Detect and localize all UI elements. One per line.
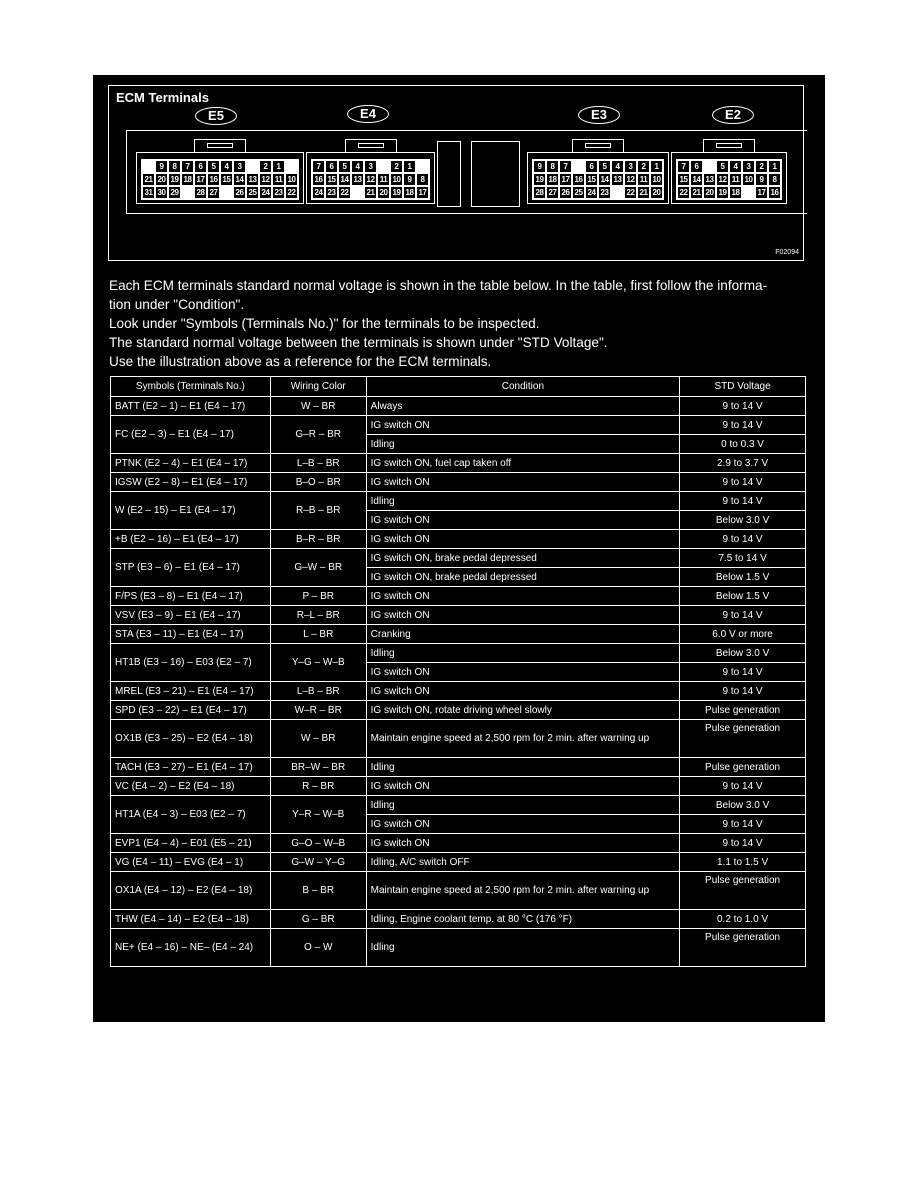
table-row [111,758,806,777]
condition-cell: IG switch ON [366,834,679,853]
condition-cell: IG switch ON, brake pedal depressed [366,568,679,587]
pin: 6 [691,161,702,172]
std-voltage-cell: 9 to 14 V [680,777,806,796]
pin: 7 [678,161,689,172]
pin: 10 [287,175,296,184]
pin: 13 [613,175,622,184]
table-row [111,644,806,663]
wiring-color-cell: O – W [270,929,366,967]
pin: 22 [287,188,296,197]
symbol-cell: FC (E2 – 3) – E1 (E4 – 17) [111,416,271,454]
table-row [111,606,806,625]
pin: 13 [705,175,714,184]
condition-cell: IG switch ON, rotate driving wheel slowly [366,701,679,720]
intro-line: Each ECM terminals standard normal voltage is shown in the table below. In the table, first follow the informa- [109,278,768,293]
table-row [111,929,806,967]
pin: 3 [234,161,245,172]
std-voltage-cell: Pulse generation [680,701,806,720]
pin: 6 [586,161,597,172]
symbol-cell: MREL (E3 – 21) – E1 (E4 – 17) [111,682,271,701]
condition-cell: Idling [366,644,679,663]
condition-cell: Idling, Engine coolant temp. at 80 °C (176 °F) [366,910,679,929]
pin: 11 [731,175,740,184]
pin: 14 [340,175,349,184]
wiring-color-cell: P – BR [270,587,366,606]
connector-label-e2: E2 [712,106,754,124]
pin-gap [221,187,232,198]
connector-label-e5: E5 [195,107,237,125]
wiring-color-cell: L–B – BR [270,454,366,473]
pin: 9 [156,161,167,172]
table-row [111,625,806,644]
diagram-title: ECM Terminals [116,90,209,105]
pin: 4 [612,161,623,172]
pin: 28 [196,188,205,197]
pin: 18 [405,188,414,197]
pin: 15 [587,175,596,184]
pin: 9 [404,174,415,185]
std-voltage-cell: 9 to 14 V [680,492,806,511]
condition-cell: Maintain engine speed at 2,500 rpm for 2 min. after warning up [366,720,679,758]
table-row [111,701,806,720]
pin: 4 [221,161,232,172]
header-symbols: Symbols (Terminals No.) [111,377,271,397]
connector-e3 [527,152,669,204]
header-wiring-color: Wiring Color [270,377,366,397]
pin: 17 [196,175,205,184]
pin: 8 [169,161,180,172]
pin: 28 [535,188,544,197]
condition-cell: IG switch ON, brake pedal depressed [366,549,679,568]
wiring-color-cell: L – BR [270,625,366,644]
wiring-color-cell: R – BR [270,777,366,796]
pin: 12 [626,175,635,184]
pin: 13 [248,175,257,184]
pin: 23 [600,188,609,197]
pin: 15 [327,175,336,184]
wiring-color-cell: W–R – BR [270,701,366,720]
connector-label-e4: E4 [347,105,389,123]
wiring-color-cell: G–W – Y–G [270,853,366,872]
table-row [111,853,806,872]
wiring-color-cell: W – BR [270,397,366,416]
pin: 23 [327,188,336,197]
wiring-color-cell: G–W – BR [270,549,366,587]
condition-cell: IG switch ON [366,587,679,606]
symbol-cell: VG (E4 – 11) – EVG (E4 – 1) [111,853,271,872]
std-voltage-cell: 6.0 V or more [680,625,806,644]
condition-cell: IG switch ON [366,511,679,530]
condition-cell: IG switch ON [366,473,679,492]
table-row [111,796,806,815]
pin: 18 [731,188,740,197]
connector-e4 [306,152,435,204]
table-row [111,473,806,492]
pin: 20 [379,188,388,197]
pin: 4 [352,161,363,172]
symbol-cell: HT1B (E3 – 16) – E03 (E2 – 7) [111,644,271,682]
pin: 10 [744,175,753,184]
pin: 8 [769,174,780,185]
symbol-cell: VSV (E3 – 9) – E1 (E4 – 17) [111,606,271,625]
wiring-color-cell: B–O – BR [270,473,366,492]
pin: 7 [560,161,571,172]
table-row [111,454,806,473]
pin: 5 [208,161,219,172]
pin: 7 [182,161,193,172]
wiring-color-cell: G–R – BR [270,416,366,454]
condition-cell: IG switch ON [366,777,679,796]
std-voltage-cell: 0.2 to 1.0 V [680,910,806,929]
symbol-cell: VC (E4 – 2) – E2 (E4 – 18) [111,777,271,796]
pin: 2 [638,161,649,172]
pin: 12 [366,175,375,184]
condition-cell: Maintain engine speed at 2,500 rpm for 2 min. after warning up [366,872,679,910]
pin-gap [704,161,715,172]
pin-gap [378,161,389,172]
pin: 30 [157,188,166,197]
pin: 17 [757,188,766,197]
table-row [111,492,806,511]
pin: 1 [651,161,662,172]
pin: 8 [547,161,558,172]
pin: 8 [417,174,428,185]
pin: 21 [366,188,375,197]
pin: 9 [756,174,767,185]
pin: 16 [314,175,323,184]
wiring-color-cell: B–R – BR [270,530,366,549]
symbol-cell: STP (E3 – 6) – E1 (E4 – 17) [111,549,271,587]
pin: 21 [639,188,648,197]
std-voltage-cell: 7.5 to 14 V [680,549,806,568]
pin: 3 [365,161,376,172]
table-row [111,587,806,606]
table-row [111,549,806,568]
pin: 16 [574,175,583,184]
condition-cell: IG switch ON [366,682,679,701]
std-voltage-cell: Pulse generation [680,872,806,910]
pin: 3 [625,161,636,172]
header-std-voltage: STD Voltage [680,377,806,397]
symbol-cell: BATT (E2 – 1) – E1 (E4 – 17) [111,397,271,416]
pin: 22 [679,188,688,197]
pin: 16 [770,188,779,197]
ecm-terminals-diagram [108,85,804,261]
symbol-cell: +B (E2 – 16) – E1 (E4 – 17) [111,530,271,549]
pin-gap [182,187,193,198]
wiring-color-cell: G – BR [270,910,366,929]
pin-gap [143,161,154,172]
pin: 11 [274,175,283,184]
pin-gap [286,161,297,172]
pin: 3 [743,161,754,172]
connector-e2 [671,152,787,204]
pin: 17 [561,175,570,184]
pin: 17 [418,188,427,197]
figure-code: F02094 [775,249,799,256]
table-row [111,682,806,701]
symbol-cell: IGSW (E2 – 8) – E1 (E4 – 17) [111,473,271,492]
pin: 14 [692,175,701,184]
wiring-color-cell: Y–R – W–B [270,796,366,834]
housing-block [471,141,520,207]
pin-gap [247,161,258,172]
std-voltage-cell: 9 to 14 V [680,606,806,625]
wiring-color-cell: BR–W – BR [270,758,366,777]
condition-cell: Idling [366,796,679,815]
table-row [111,834,806,853]
table-row [111,720,806,758]
condition-cell: Idling [366,929,679,967]
condition-cell: Cranking [366,625,679,644]
std-voltage-cell: Below 1.5 V [680,587,806,606]
pin: 9 [534,161,545,172]
pin: 7 [313,161,324,172]
std-voltage-cell: 9 to 14 V [680,682,806,701]
pin-grid [141,159,299,200]
pin: 1 [769,161,780,172]
intro-text [109,276,809,371]
condition-cell: IG switch ON [366,606,679,625]
pin-grid [311,159,430,200]
std-voltage-cell: Below 3.0 V [680,644,806,663]
pin: 20 [157,175,166,184]
pin: 24 [587,188,596,197]
pin: 2 [260,161,271,172]
pin: 15 [679,175,688,184]
housing-block [437,141,461,207]
symbol-cell: EVP1 (E4 – 4) – E01 (E5 – 21) [111,834,271,853]
symbol-cell: OX1B (E3 – 25) – E2 (E4 – 18) [111,720,271,758]
pin: 15 [222,175,231,184]
wiring-color-cell: R–L – BR [270,606,366,625]
pin: 18 [548,175,557,184]
pin: 5 [717,161,728,172]
condition-cell: IG switch ON [366,416,679,435]
header-condition: Condition [366,377,679,397]
std-voltage-cell: Pulse generation [680,758,806,777]
pin: 22 [626,188,635,197]
intro-line: Use the illustration above as a reference for the ECM terminals. [109,354,492,369]
pin: 14 [600,175,609,184]
pin: 10 [652,175,661,184]
pin: 26 [561,188,570,197]
pin: 6 [195,161,206,172]
pin: 12 [261,175,270,184]
connector-label-e3: E3 [578,106,620,124]
pin: 5 [599,161,610,172]
pin: 2 [391,161,402,172]
pin: 22 [340,188,349,197]
pin: 19 [718,188,727,197]
pin-gap [573,161,584,172]
pin: 2 [756,161,767,172]
pin-gap [743,187,754,198]
pin: 1 [273,161,284,172]
condition-cell: IG switch ON [366,815,679,834]
wiring-color-cell: B – BR [270,872,366,910]
std-voltage-cell: 9 to 14 V [680,834,806,853]
condition-cell: IG switch ON [366,663,679,682]
pin: 16 [209,175,218,184]
wiring-color-cell: L–B – BR [270,682,366,701]
condition-cell: IG switch ON [366,530,679,549]
pin: 6 [326,161,337,172]
pin: 4 [730,161,741,172]
condition-cell: Idling [366,435,679,454]
symbol-cell: THW (E4 – 14) – E2 (E4 – 18) [111,910,271,929]
condition-cell: IG switch ON, fuel cap taken off [366,454,679,473]
symbol-cell: TACH (E3 – 27) – E1 (E4 – 17) [111,758,271,777]
symbol-cell: OX1A (E4 – 12) – E2 (E4 – 18) [111,872,271,910]
condition-cell: Always [366,397,679,416]
ecm-voltage-table [110,376,806,967]
pin-gap [352,187,363,198]
std-voltage-cell: 9 to 14 V [680,815,806,834]
std-voltage-cell: 9 to 14 V [680,397,806,416]
table-row [111,777,806,796]
pin: 27 [209,188,218,197]
pin: 20 [652,188,661,197]
pin: 24 [314,188,323,197]
std-voltage-cell: Below 1.5 V [680,568,806,587]
symbol-cell: STA (E3 – 11) – E1 (E4 – 17) [111,625,271,644]
std-voltage-cell: 9 to 14 V [680,473,806,492]
symbol-cell: HT1A (E4 – 3) – E03 (E2 – 7) [111,796,271,834]
pin: 11 [639,175,648,184]
pin-grid [676,159,782,200]
pin: 19 [535,175,544,184]
pin-gap [612,187,623,198]
pin: 19 [170,175,179,184]
intro-line: The standard normal voltage between the terminals is shown under "STD Voltage". [109,335,608,350]
condition-cell: Idling, A/C switch OFF [366,853,679,872]
std-voltage-cell: 0 to 0.3 V [680,435,806,454]
pin: 14 [235,175,244,184]
pin: 23 [274,188,283,197]
table-row [111,416,806,435]
pin: 29 [170,188,179,197]
std-voltage-cell: Pulse generation [680,929,806,967]
intro-line: tion under "Condition". [109,297,245,312]
pin: 31 [144,188,153,197]
pin-gap [417,161,428,172]
std-voltage-cell: 9 to 14 V [680,530,806,549]
condition-cell: Idling [366,758,679,777]
symbol-cell: NE+ (E4 – 16) – NE– (E4 – 24) [111,929,271,967]
std-voltage-cell: Pulse generation [680,720,806,758]
std-voltage-cell: Below 3.0 V [680,796,806,815]
symbol-cell: SPD (E3 – 22) – E1 (E4 – 17) [111,701,271,720]
std-voltage-cell: 9 to 14 V [680,416,806,435]
pin-grid [532,159,664,200]
pin: 24 [261,188,270,197]
table-row [111,910,806,929]
wiring-color-cell: R–B – BR [270,492,366,530]
symbol-cell: PTNK (E2 – 4) – E1 (E4 – 17) [111,454,271,473]
pin: 12 [718,175,727,184]
symbol-cell: W (E2 – 15) – E1 (E4 – 17) [111,492,271,530]
connector-e5 [136,152,304,204]
std-voltage-cell: Below 3.0 V [680,511,806,530]
pin: 26 [235,188,244,197]
std-voltage-cell: 1.1 to 1.5 V [680,853,806,872]
pin: 21 [144,175,153,184]
document-panel [93,75,825,1022]
pin: 5 [339,161,350,172]
table-row [111,397,806,416]
pin: 25 [248,188,257,197]
wiring-color-cell: G–O – W–B [270,834,366,853]
condition-cell: Idling [366,492,679,511]
table-row [111,872,806,910]
pin: 25 [574,188,583,197]
intro-line: Look under "Symbols (Terminals No.)" for the terminals to be inspected. [109,316,540,331]
wiring-color-cell: Y–G – W–B [270,644,366,682]
pin: 21 [692,188,701,197]
std-voltage-cell: 2.9 to 3.7 V [680,454,806,473]
pin: 10 [392,175,401,184]
table-row [111,530,806,549]
symbol-cell: F/PS (E3 – 8) – E1 (E4 – 17) [111,587,271,606]
pin: 11 [379,175,388,184]
pin: 1 [404,161,415,172]
pin: 19 [392,188,401,197]
pin: 20 [705,188,714,197]
wiring-color-cell: W – BR [270,720,366,758]
pin: 27 [548,188,557,197]
std-voltage-cell: 9 to 14 V [680,663,806,682]
pin: 13 [353,175,362,184]
pin: 18 [183,175,192,184]
